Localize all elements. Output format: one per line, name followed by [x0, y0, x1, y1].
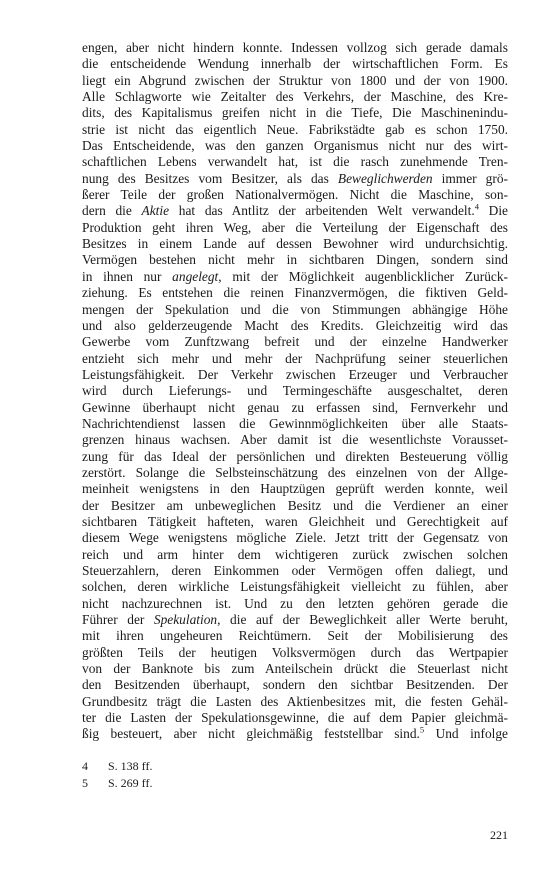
emphasis: Beweglichwerden: [337, 170, 433, 186]
text-line: Besitzes in einem Lande auf dessen Bewohner wird undurchsichtig.: [82, 236, 508, 252]
footnote-ref[interactable]: 4: [474, 201, 479, 212]
footnotes: [82, 758, 508, 792]
text-line: Grundbesitz trägt die Lasten des Aktienbesitzes mit, die festen Gehäl-: [82, 693, 508, 709]
text-line: Produktion geht ihren Weg, aber die Verteilung der Eigenschaft des: [82, 219, 508, 235]
text-line: Alle Schlagworte wie Zeitalter des Verkehrs, der Maschine, des Kre-: [82, 89, 508, 105]
text-line: die entscheidende Wendung innerhalb der wirtschaftlichen Form. Es: [82, 56, 508, 72]
text-line: von der Banknote bis zum Anteilschein drückt die Steuerlast nicht: [82, 661, 508, 677]
text-line: und also gelderzeugende Macht des Kredits. Gleichzeitig wird das: [82, 317, 508, 333]
page-number: 221: [490, 828, 508, 842]
text-line: mengen der Spekulation und die von Stimmungen abhängige Höhe: [82, 301, 508, 317]
text-line: nicht nachzurechnen ist. Und zu den letzten gehören gerade die: [82, 595, 508, 611]
text-line: sichtbaren Tätigkeit hafteten, waren Gleichheit und Gerechtigkeit auf: [82, 513, 508, 529]
text-line: dits, des Kapitalismus greifen nicht in die Tiefe, Die Maschinenindu-: [82, 105, 508, 121]
text-line: größten Teils der heutigen Volksvermögen durch das Wertpapier: [82, 644, 508, 660]
text-line: Führer der Spekulation, die auf der Beweglichkeit aller Werte beruht,: [82, 612, 508, 628]
text-line: meinheit wenigstens in den Hauptzügen geprüft werden konnte, weil: [82, 481, 508, 497]
text-line: den Besitzenden überhaupt, sondern den sichtbar Besitzenden. Der: [82, 677, 508, 693]
text-line: grenzen hinaus wachsen. Aber damit ist die wesentlichste Vorausset-: [82, 432, 508, 448]
body-text: [82, 40, 508, 743]
text-line: mit ihren ungeheuren Reichtümern. Seit der Mobilisierung des: [82, 628, 508, 644]
text-line: Steuerzahlern, deren Einkommen oder Vermögen offen daliegt, und: [82, 563, 508, 578]
text-line: ter die Lasten der Spekulationsgewinne, die auf dem Papier gleichmä-: [82, 710, 508, 726]
text-line: entzieht sich mehr und mehr der Nachprüfung seiner steuerlichen: [82, 350, 508, 366]
footnote-text: S. 269 ff.: [108, 776, 153, 790]
footnote-ref[interactable]: 5: [419, 724, 425, 735]
text-line: Gewinne überhaupt nicht genau zu erfassen sind, Fernverkehr und: [82, 399, 508, 415]
text-line: in ihnen nur angelegt, mit der Möglichkeit augenblicklicher Zurück-: [82, 268, 508, 284]
text-line: zerstört. Solange die Selbsteinschätzung des einzelnen von der Allge-: [82, 464, 508, 480]
text-line: nung des Besitzes vom Besitzer, als das Beweglichwerden immer grö-: [82, 170, 508, 186]
footnote-text: S. 138 ff.: [108, 759, 153, 773]
footnote: [82, 758, 508, 775]
text-line: wird durch Lieferungs- und Termingeschäfte ausgeschaltet, deren: [82, 383, 508, 399]
text-line: solchen, deren wirkliche Leistungsfähigkeit vielleicht zu fühlen, aber: [82, 579, 508, 595]
text-line: ßig besteuert, aber nicht gleichmäßig feststellbar sind.$^5$ Und infolge: [82, 724, 508, 742]
text-line: Vermögen bestehen nicht mehr in sichtbaren Dingen, sondern sind: [82, 252, 508, 268]
text-line: diesem Wege wenigstens mögliche Ziele. Jetzt tritt der Gegensatz von: [82, 530, 508, 546]
footnote-number: 4: [82, 759, 88, 773]
text-line: engen, aber nicht hindern konnte. Indessen vollzog sich gerade damals: [82, 40, 508, 55]
emphasis: Spekulation: [153, 612, 218, 628]
text-line: dern die Aktie hat das Antlitz der arbeitenden Welt verwandelt.$^4$ Die: [82, 201, 508, 219]
footnote-number: 5: [82, 776, 88, 790]
text-line: zung für das Ideal der persönlichen und direkten Besteuerung völlig: [82, 448, 508, 464]
emphasis: angelegt: [172, 268, 219, 284]
text-line: strie ist nicht das eigentlich Neue. Fabrikstädte gab es schon 1750.: [82, 121, 508, 137]
text-line: ßerer Teile der großen Nationalvermögen. Nicht die Maschine, son-: [82, 187, 508, 203]
text-line: Leistungsfähigkeit. Der Verkehr zwischen Erzeuger und Verbraucher: [82, 366, 508, 382]
text-line: liegt ein Abgrund zwischen der Struktur von 1800 und der von 1900.: [82, 72, 508, 88]
text-line: schaftlichen Lebens verwandelt hat, ist die rasch zunehmende Tren-: [82, 154, 508, 170]
text-line: ziehung. Es entstehen die reinen Finanzvermögen, die fiktiven Geld-: [82, 285, 508, 301]
text-line: reich und arm hinter dem wichtigeren zurück zwischen solchen: [82, 546, 508, 562]
text-line: Gewerbe vom Zunftzwang befreit und der einzelne Handwerker: [82, 334, 508, 350]
text-line: der Besitzer am unbeweglichen Besitz und die Verdiener an einer: [82, 497, 508, 513]
text-line: Nachrichtendienst lassen die Gewinnmöglichkeiten über alle Staats-: [82, 415, 508, 431]
text-line: Das Entscheidende, was den ganzen Organismus nicht nur des wirt-: [82, 138, 508, 154]
emphasis: Aktie: [141, 203, 170, 219]
footnote: [82, 775, 508, 792]
